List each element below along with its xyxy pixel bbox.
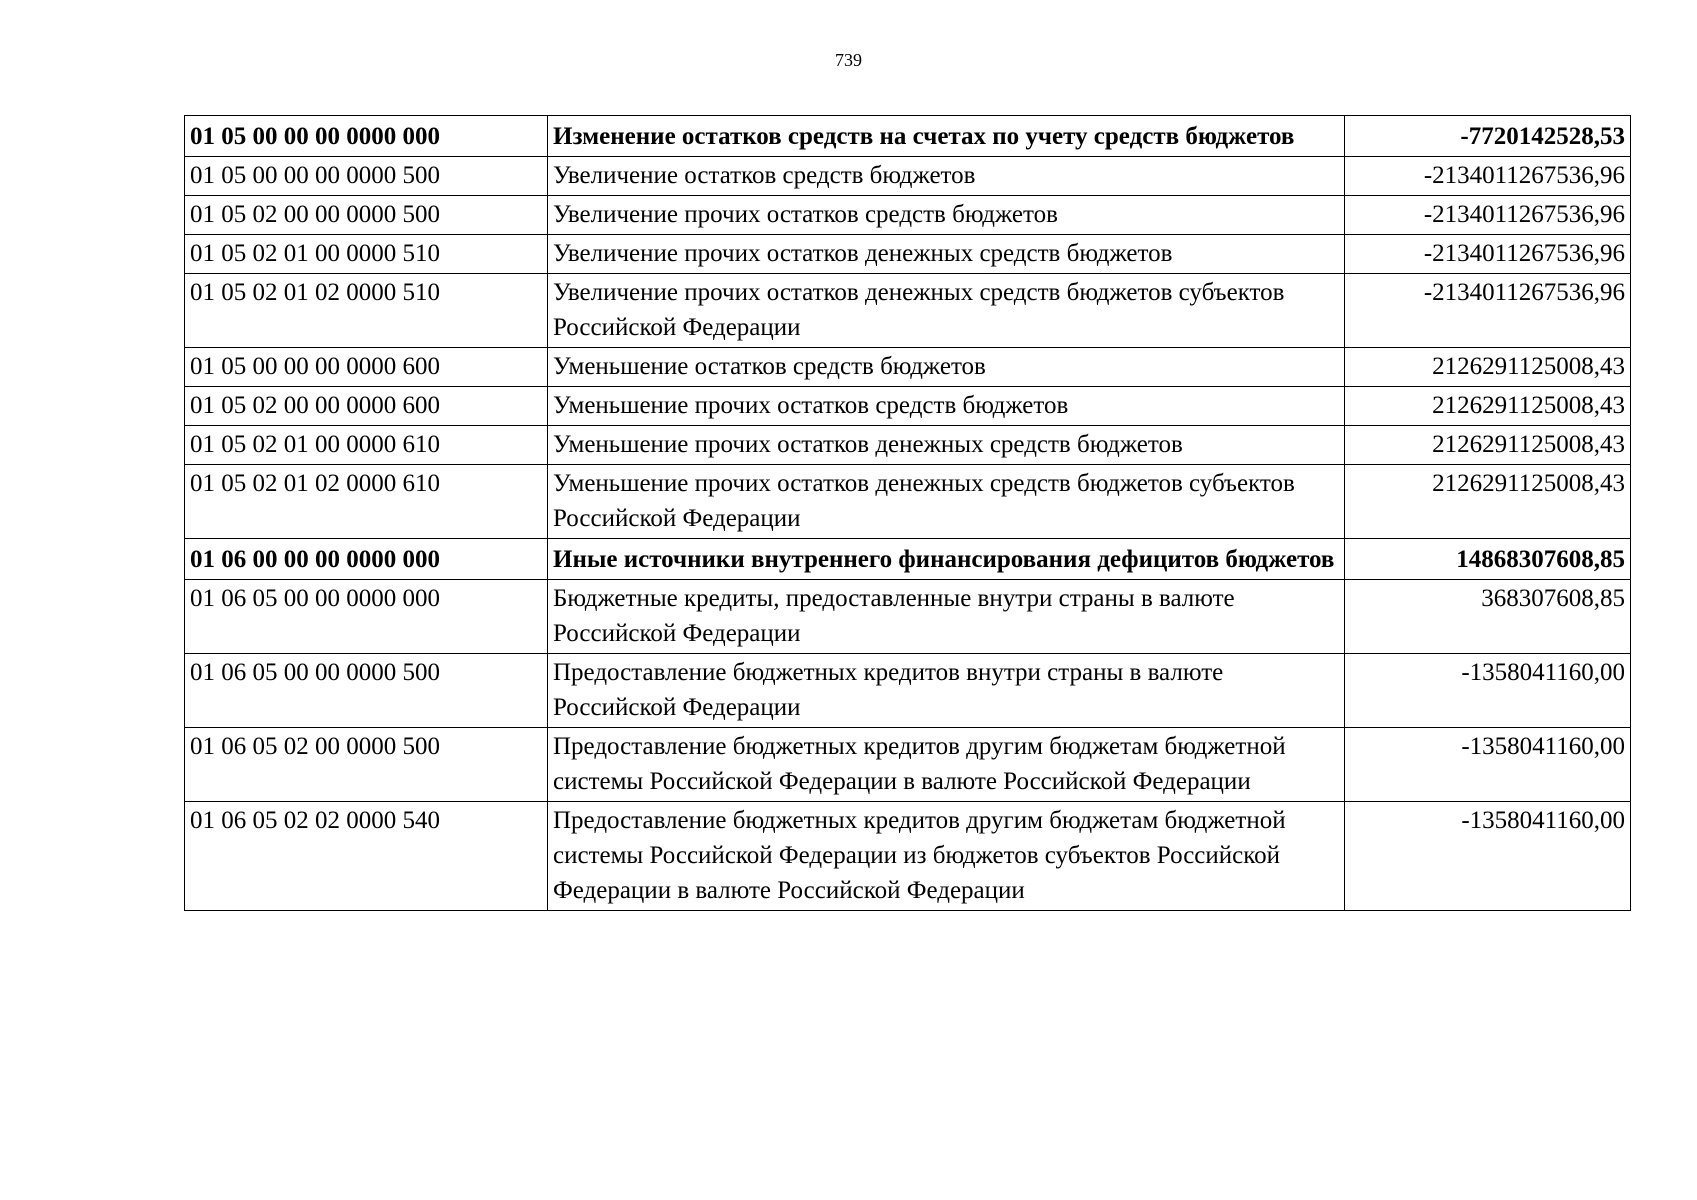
item-name-cell: Предоставление бюджетных кредитов другим бюджетам бюджетной системы Российской Федерации в валюте Российской Федерации	[548, 728, 1345, 802]
item-name-cell: Увеличение прочих остатков денежных средств бюджетов субъектов Российской Федерации	[548, 274, 1345, 348]
classification-code-cell: 01 05 02 00 00 0000 600	[185, 387, 548, 426]
amount-cell: 368307608,85	[1345, 580, 1631, 654]
amount-cell: 2126291125008,43	[1345, 387, 1631, 426]
item-name-cell: Предоставление бюджетных кредитов внутри страны в валюте Российской Федерации	[548, 654, 1345, 728]
item-name-cell: Уменьшение прочих остатков денежных средств бюджетов субъектов Российской Федерации	[548, 465, 1345, 539]
item-name-cell: Увеличение прочих остатков средств бюджетов	[548, 196, 1345, 235]
item-name-cell: Иные источники внутреннего финансирования дефицитов бюджетов	[548, 539, 1345, 580]
amount-cell: -2134011267536,96	[1345, 196, 1631, 235]
classification-code-cell: 01 06 05 00 00 0000 000	[185, 580, 548, 654]
item-name-cell: Предоставление бюджетных кредитов другим бюджетам бюджетной системы Российской Федерации из бюджетов субъектов Российской Федерации в валюте Российской Федерации	[548, 802, 1345, 911]
item-name-cell: Уменьшение прочих остатков денежных средств бюджетов	[548, 426, 1345, 465]
budget-sources-table	[184, 115, 1631, 911]
classification-code-cell: 01 06 00 00 00 0000 000	[185, 539, 548, 580]
table-row	[185, 274, 1631, 348]
amount-cell: -1358041160,00	[1345, 728, 1631, 802]
classification-code-cell: 01 06 05 02 02 0000 540	[185, 802, 548, 911]
amount-cell: 2126291125008,43	[1345, 348, 1631, 387]
amount-cell: -1358041160,00	[1345, 654, 1631, 728]
table-row	[185, 539, 1631, 580]
page-number: 739	[835, 50, 862, 70]
table-row	[185, 235, 1631, 274]
table-row	[185, 426, 1631, 465]
table-row	[185, 196, 1631, 235]
table-row	[185, 348, 1631, 387]
table-row	[185, 157, 1631, 196]
classification-code-cell: 01 05 00 00 00 0000 000	[185, 116, 548, 157]
item-name-cell: Бюджетные кредиты, предоставленные внутри страны в валюте Российской Федерации	[548, 580, 1345, 654]
item-name-cell: Увеличение прочих остатков денежных средств бюджетов	[548, 235, 1345, 274]
item-name-cell: Изменение остатков средств на счетах по учету средств бюджетов	[548, 116, 1345, 157]
table-row	[185, 465, 1631, 539]
amount-cell: 14868307608,85	[1345, 539, 1631, 580]
table-row	[185, 654, 1631, 728]
classification-code-cell: 01 05 00 00 00 0000 500	[185, 157, 548, 196]
classification-code-cell: 01 05 02 01 00 0000 610	[185, 426, 548, 465]
amount-cell: 2126291125008,43	[1345, 465, 1631, 539]
table-row	[185, 116, 1631, 157]
classification-code-cell: 01 05 02 01 02 0000 510	[185, 274, 548, 348]
amount-cell: -2134011267536,96	[1345, 157, 1631, 196]
amount-cell: -7720142528,53	[1345, 116, 1631, 157]
item-name-cell: Уменьшение прочих остатков средств бюджетов	[548, 387, 1345, 426]
amount-cell: -1358041160,00	[1345, 802, 1631, 911]
amount-cell: -2134011267536,96	[1345, 235, 1631, 274]
classification-code-cell: 01 06 05 02 00 0000 500	[185, 728, 548, 802]
table-row	[185, 728, 1631, 802]
classification-code-cell: 01 05 02 00 00 0000 500	[185, 196, 548, 235]
amount-cell: -2134011267536,96	[1345, 274, 1631, 348]
table-row	[185, 387, 1631, 426]
classification-code-cell: 01 05 02 01 00 0000 510	[185, 235, 548, 274]
amount-cell: 2126291125008,43	[1345, 426, 1631, 465]
item-name-cell: Уменьшение остатков средств бюджетов	[548, 348, 1345, 387]
item-name-cell: Увеличение остатков средств бюджетов	[548, 157, 1345, 196]
table-row	[185, 580, 1631, 654]
table-row	[185, 802, 1631, 911]
classification-code-cell: 01 06 05 00 00 0000 500	[185, 654, 548, 728]
classification-code-cell: 01 05 02 01 02 0000 610	[185, 465, 548, 539]
classification-code-cell: 01 05 00 00 00 0000 600	[185, 348, 548, 387]
